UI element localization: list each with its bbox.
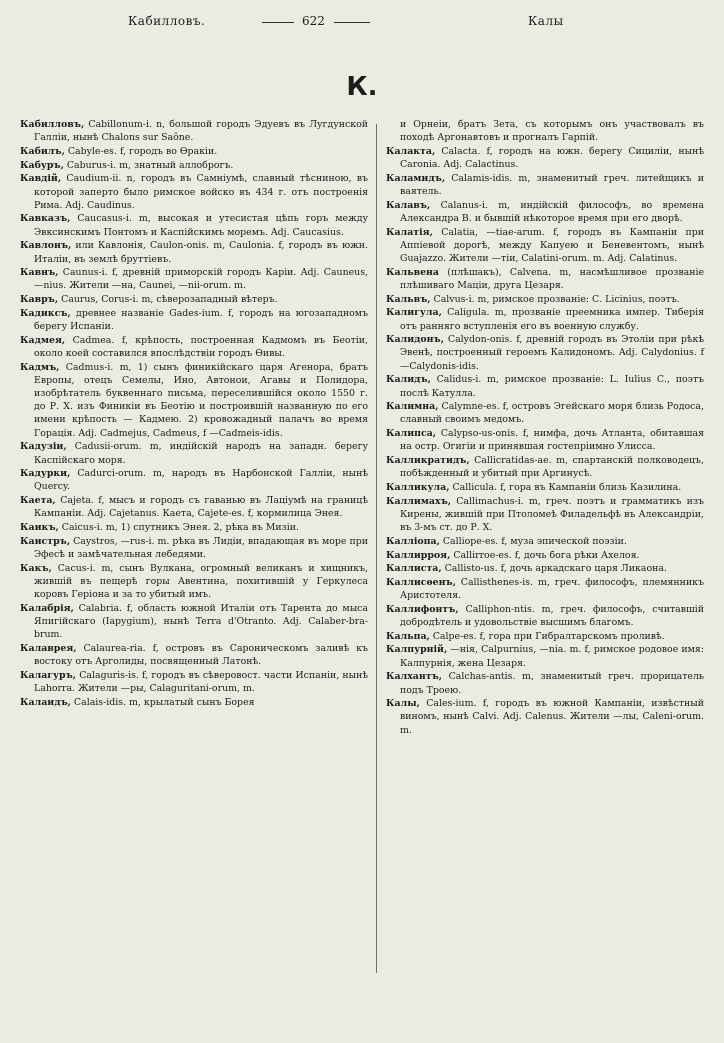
dictionary-entry — [386, 306, 704, 332]
dictionary-entry — [20, 521, 368, 534]
entry-headword: Кавръ, — [20, 294, 59, 306]
entry-definition: Calchas-antis. m, знаменитый греч. прорицатель подъ Троею. — [400, 671, 704, 696]
entry-definition: Caligula. m, прозваніе преемника импер. Тиберія отъ ранняго вступленія его въ военную службу. — [400, 307, 704, 332]
entry-definition: Caicus-i. m, 1) спутникъ Энея. 2, рѣка въ Мизіи. — [58, 522, 299, 534]
entry-definition: Calais-idis. m, крылатый сынъ Борея — [70, 696, 255, 708]
entry-headword: Калидъ, — [386, 374, 431, 386]
entry-headword: Кадиксъ, — [20, 307, 71, 319]
entry-definition: Caystros, —rus-i. m. рѣка въ Лидіи, впадающая въ море при Эфесѣ и замѣчательная лебедями. — [34, 535, 368, 560]
entry-definition: древнее названіе Gades-ium. f, городъ на югозападномъ берегу Испаніи. — [34, 307, 368, 333]
entry-definition: Callimachus-i. m, греч. поэтъ и грамматикъ изъ Кирены, жившій при Птоломеѣ Филадельфѣ въ Александріи, въ 3-мъ ст. до Р. Х. — [400, 495, 704, 534]
entry-headword: Калидонъ, — [386, 334, 444, 346]
dictionary-entry — [386, 172, 704, 198]
entry-definition: Callicula. f, гора въ Кампаніи близь Казилина. — [449, 481, 682, 493]
entry-definition: Calatia, —tiae-arum. f, городъ въ Кампаніи при Аппіевой дорогѣ, между Капуею и Беневентомъ, нынѣ Guajazzo. Жители —тіи, Calatini-orum. m. Adj. Calatinus. — [400, 226, 704, 265]
dictionary-entry — [386, 670, 704, 696]
dictionary-entry — [386, 400, 704, 426]
entry-definition: Caurus, Corus-i. m, сѣверозападный вѣтеръ. — [58, 294, 278, 306]
dictionary-entry — [20, 440, 368, 466]
dictionary-entry — [20, 145, 368, 158]
entry-definition: (плѣшакъ), Calvena. m, насмѣшливое прозваніе плѣшиваго Маціи, друга Цезаря. — [400, 266, 704, 291]
entry-headword: Каистръ, — [20, 535, 71, 547]
dictionary-entry — [386, 293, 704, 306]
entry-definition: Calypso-us-onis. f, нимфа, дочь Атланта, обитавшая на остр. Огигіи и принявшая гостепріимно Улисса. — [400, 428, 704, 453]
entry-headword: Каллирроя, — [386, 549, 451, 561]
dictionary-entry — [386, 603, 704, 629]
entry-headword: Кабилловъ, — [20, 119, 85, 130]
entry-headword: Калаврея, — [20, 642, 77, 654]
entry-headword: Кабилъ, — [20, 145, 65, 157]
entry-headword: Калигула, — [386, 307, 442, 319]
entry-definition: или Кавлонія, Caulon-onis. m, Caulonia. f, городъ въ южн. Италіи, въ землѣ бруттіевъ. — [34, 240, 368, 265]
entry-headword: Каллисѳенъ, — [386, 576, 456, 588]
left-column — [20, 118, 368, 1035]
dictionary-entry — [20, 602, 368, 642]
entry-definition: Caburus-i. m, знатный аллоброгъ. — [63, 159, 234, 171]
entry-headword: Кавнъ, — [20, 267, 59, 279]
dictionary-entry — [386, 549, 704, 562]
entry-headword: Калпурній, — [386, 644, 448, 656]
entry-definition: Callisthenes-is. m, греч. философъ, племянникъ Аристотеля. — [400, 576, 704, 602]
dictionary-entry — [386, 199, 704, 225]
entry-headword: Кадурки, — [20, 468, 71, 480]
dictionary-entry — [20, 467, 368, 493]
entry-headword: Кальвена — [386, 266, 439, 278]
entry-definition: Caunus-i. f, древній приморскій городъ Каріи. Adj. Cauneus, —nius. Жители —на, Caunei, —nii-orum. m. — [34, 267, 368, 292]
dictionary-entry — [386, 495, 704, 535]
entry-headword: Кальпа, — [386, 630, 430, 642]
dictionary-entry — [20, 266, 368, 292]
dictionary-entry — [20, 535, 368, 561]
entry-definition: Caucasus-i. m, высокая и утесистая цѣпь горъ между Эвксинскимъ Понтомъ и Каспійскимъ моремъ. Adj. Caucasius. — [34, 213, 368, 238]
entry-definition: Callirroe-es. f, дочь бога рѣки Ахелоя. — [450, 549, 640, 561]
dictionary-entry — [386, 643, 704, 669]
entry-headword: Каикъ, — [20, 522, 59, 534]
entry-headword: Кадмея, — [20, 334, 66, 346]
dictionary-entry — [386, 427, 704, 453]
entry-definition: Calacta. f, городъ на южн. берегу Сициліи, нынѣ Caronia. Adj. Calactinus. — [400, 145, 704, 171]
dictionary-entry — [20, 696, 368, 709]
column-divider — [376, 124, 377, 973]
entry-headword: Калликула, — [386, 481, 450, 493]
entry-definition: Cacus-i. m, сынъ Вулкана, огромный великанъ и хищникъ, жившій въ пещерѣ горы Авентина, похитившій у Геркулеса коровъ Геріона и за то убитый имъ. — [34, 562, 368, 601]
dictionary-entry — [386, 145, 704, 171]
entry-definition: Calaurea-ria. f, островъ въ Сароническомъ заливѣ къ востоку отъ Арголиды, посвященный Латонѣ. — [34, 642, 368, 668]
dictionary-entry — [20, 494, 368, 520]
section-letter: К. — [346, 72, 378, 102]
entry-definition: Cales-ium. f, городъ въ южной Кампаніи, извѣстный виномъ, нынѣ Calvi. Adj. Calenus. Жители —лы, Caleni-orum. m. — [400, 698, 704, 736]
dictionary-entry — [386, 562, 704, 575]
entry-headword: Калавъ, — [386, 199, 431, 211]
page-number: 622 — [302, 14, 325, 28]
running-head-left: Кабилловъ. — [128, 14, 206, 28]
entry-headword: Кавказъ, — [20, 213, 71, 225]
dictionary-entry — [386, 118, 704, 144]
entry-headword: Калабрія, — [20, 602, 74, 614]
dictionary-entry — [386, 373, 704, 399]
entry-headword: Каета, — [20, 495, 56, 507]
running-head-right: Калы — [528, 14, 564, 28]
entry-definition: Cadmea. f, крѣпость, построенная Кадмомъ въ Беотіи, около коей составился впослѣдствіи городъ Ѳивы. — [34, 334, 368, 359]
entry-headword: Каллимахъ, — [386, 495, 452, 507]
entry-headword: Кадмъ, — [20, 361, 60, 373]
entry-headword: Калипса, — [386, 428, 437, 440]
entry-definition: Cabyle-es. f, городъ во Ѳракіи. — [64, 145, 218, 157]
dictionary-entry — [386, 576, 704, 602]
entry-definition: Calaguris-is. f, городъ въ сѣверовост. части Испаніи, нынѣ Lahorra. Жители —ры, Calaguritani-orum, m. — [34, 669, 368, 695]
entry-definition: Caudium-ii. n, городъ въ Самніумѣ, славный тѣсниною, въ которой заперто было римское войско въ 434 г. отъ построенія Рима. Adj. Caudinus. — [34, 173, 368, 211]
entry-definition: Calvus-i. m, римское прозваніе: С. Licinius, поэтъ. — [430, 293, 680, 305]
dictionary-entry — [20, 307, 368, 333]
dictionary-entry — [386, 266, 704, 292]
entry-definition: Cadusii-orum. m, индійскій народъ на западн. берегу Каспійскаго моря. — [34, 441, 368, 466]
dictionary-entry — [386, 481, 704, 494]
entry-headword: Каллифонтъ, — [386, 603, 459, 615]
entry-definition: Cajeta. f, мысъ и городъ съ гаванью въ Лаціумѣ на границѣ Кампаніи. Adj. Cajetanus. Каета, Cajete-es. f, кормилица Энея. — [34, 495, 368, 520]
entry-headword: Калакта, — [386, 145, 436, 157]
dictionary-entry — [20, 239, 368, 265]
entry-definition: Calanus-i. m, индійскій философъ, во времена Александра В. и бывшій нѣкоторое время при его дворѣ. — [400, 199, 704, 224]
entry-definition: Callicratidas-ae. m, спартанскій полководецъ, побѣжденный и убитый при Аргинусѣ. — [400, 455, 704, 480]
entry-headword: Какъ, — [20, 562, 52, 574]
dictionary-entry — [20, 334, 368, 360]
dictionary-entry — [20, 293, 368, 306]
dictionary-entry — [20, 361, 368, 440]
entry-headword: Кавлонъ, — [20, 240, 72, 252]
entry-definition: Callisto-us. f, дочь аркадскаго царя Ликаона. — [441, 563, 667, 575]
entry-definition: Calabria. f, область южной Италіи отъ Тарента до мыса Япигійскаго (Iapygium), нынѣ Terra d'Otranto. Adj. Calaber-bra-brum. — [34, 602, 368, 641]
entry-definition: —нія, Calpurnius, —nia. m. f, римское родовое имя: Калпурнія, жена Цезаря. — [400, 644, 704, 669]
entry-headword: Каллиста, — [386, 563, 442, 575]
entry-headword: Калы, — [386, 698, 420, 710]
entry-definition: Cadmus-i. m, 1) сынъ финикійскаго царя Агенора, братъ Европы, отецъ Семелы, Ино, Автонои, Агавы и Полидора, изобрѣтатель буквеннаго письма, переселившійся около 1550 г. до Р. Х. изъ Финикіи въ Беотію и построившій названную по его имени крѣпость — Кадмею. 2) кровожадный палачъ во время Горація. Adj. Cadmejus, Cadmeus, f —Cadmeis-idis. — [34, 361, 368, 439]
entry-headword: Каллiопа, — [386, 535, 440, 547]
dictionary-entry — [20, 212, 368, 238]
entry-headword: Кавдій, — [20, 173, 62, 185]
entry-headword: Кальвъ, — [386, 293, 431, 305]
header-rule-right — [334, 22, 370, 23]
entry-definition: Calydon-onis. f, древній городъ въ Этоліи при рѣкѣ Эвенѣ, построенный героемъ Калидономъ. Adj. Calydonius. f —Calydonis-idis. — [400, 334, 704, 372]
dictionary-entry — [386, 333, 704, 373]
dictionary-entry — [20, 642, 368, 668]
dictionary-entry — [386, 226, 704, 266]
entry-headword: Калликратидъ, — [386, 455, 470, 467]
entry-headword: Калимна, — [386, 401, 439, 413]
dictionary-entry — [386, 535, 704, 548]
dictionary-entry — [20, 172, 368, 212]
entry-headword: Калаидъ, — [20, 696, 71, 708]
entry-definition: Calpe-es. f, гора при Гибралтарскомъ проливѣ. — [429, 630, 665, 642]
dictionary-entry — [20, 562, 368, 602]
dictionary-entry — [386, 697, 704, 737]
entry-definition: Cabillonum-i. n, большой городъ Эдуевъ въ Лугдунской Галліи, нынѣ Chalons sur Saône. — [34, 119, 368, 144]
entry-headword: Калхантъ, — [386, 671, 443, 683]
entry-headword: Кадузіи, — [20, 441, 67, 453]
dictionary-entry — [20, 159, 368, 172]
entry-headword: Калатія, — [386, 226, 433, 238]
entry-definition: и Орнеіи, братъ Зета, съ которымъ онъ участвовалъ въ походѣ Аргонавтовъ и прогналъ Гарпій. — [400, 119, 704, 144]
entry-headword: Калагуръ, — [20, 669, 77, 681]
entry-definition: Calamis-idis. m, знаменитый греч. литейщикъ и ваятель. — [400, 172, 704, 198]
entry-headword: Кабуръ, — [20, 159, 64, 171]
header-rule-left — [262, 22, 294, 23]
dictionary-entry — [20, 118, 368, 144]
entry-definition: Cadurci-orum. m, народъ въ Нарбонской Галліи, нынѣ Quercy. — [34, 468, 368, 493]
dictionary-entry — [386, 454, 704, 480]
entry-definition: Calidus-i. m, римское прозваніе: L. Iulius С., поэтъ послѣ Катулла. — [400, 374, 704, 399]
dictionary-entry — [386, 630, 704, 643]
dictionary-entry — [20, 669, 368, 695]
entry-definition: Calliope-es. f, муза эпической поэзіи. — [439, 535, 627, 547]
entry-headword: Каламидъ, — [386, 172, 446, 184]
entry-definition: Calymne-es. f, островъ Эгейскаго моря близь Родоса, славный своимъ медомъ. — [400, 401, 704, 426]
right-column — [386, 118, 704, 1035]
entry-definition: Calliphon-ntis. m, греч. философъ, считавшій добродѣтель и удовольствіе высшимъ благомъ. — [400, 603, 704, 629]
